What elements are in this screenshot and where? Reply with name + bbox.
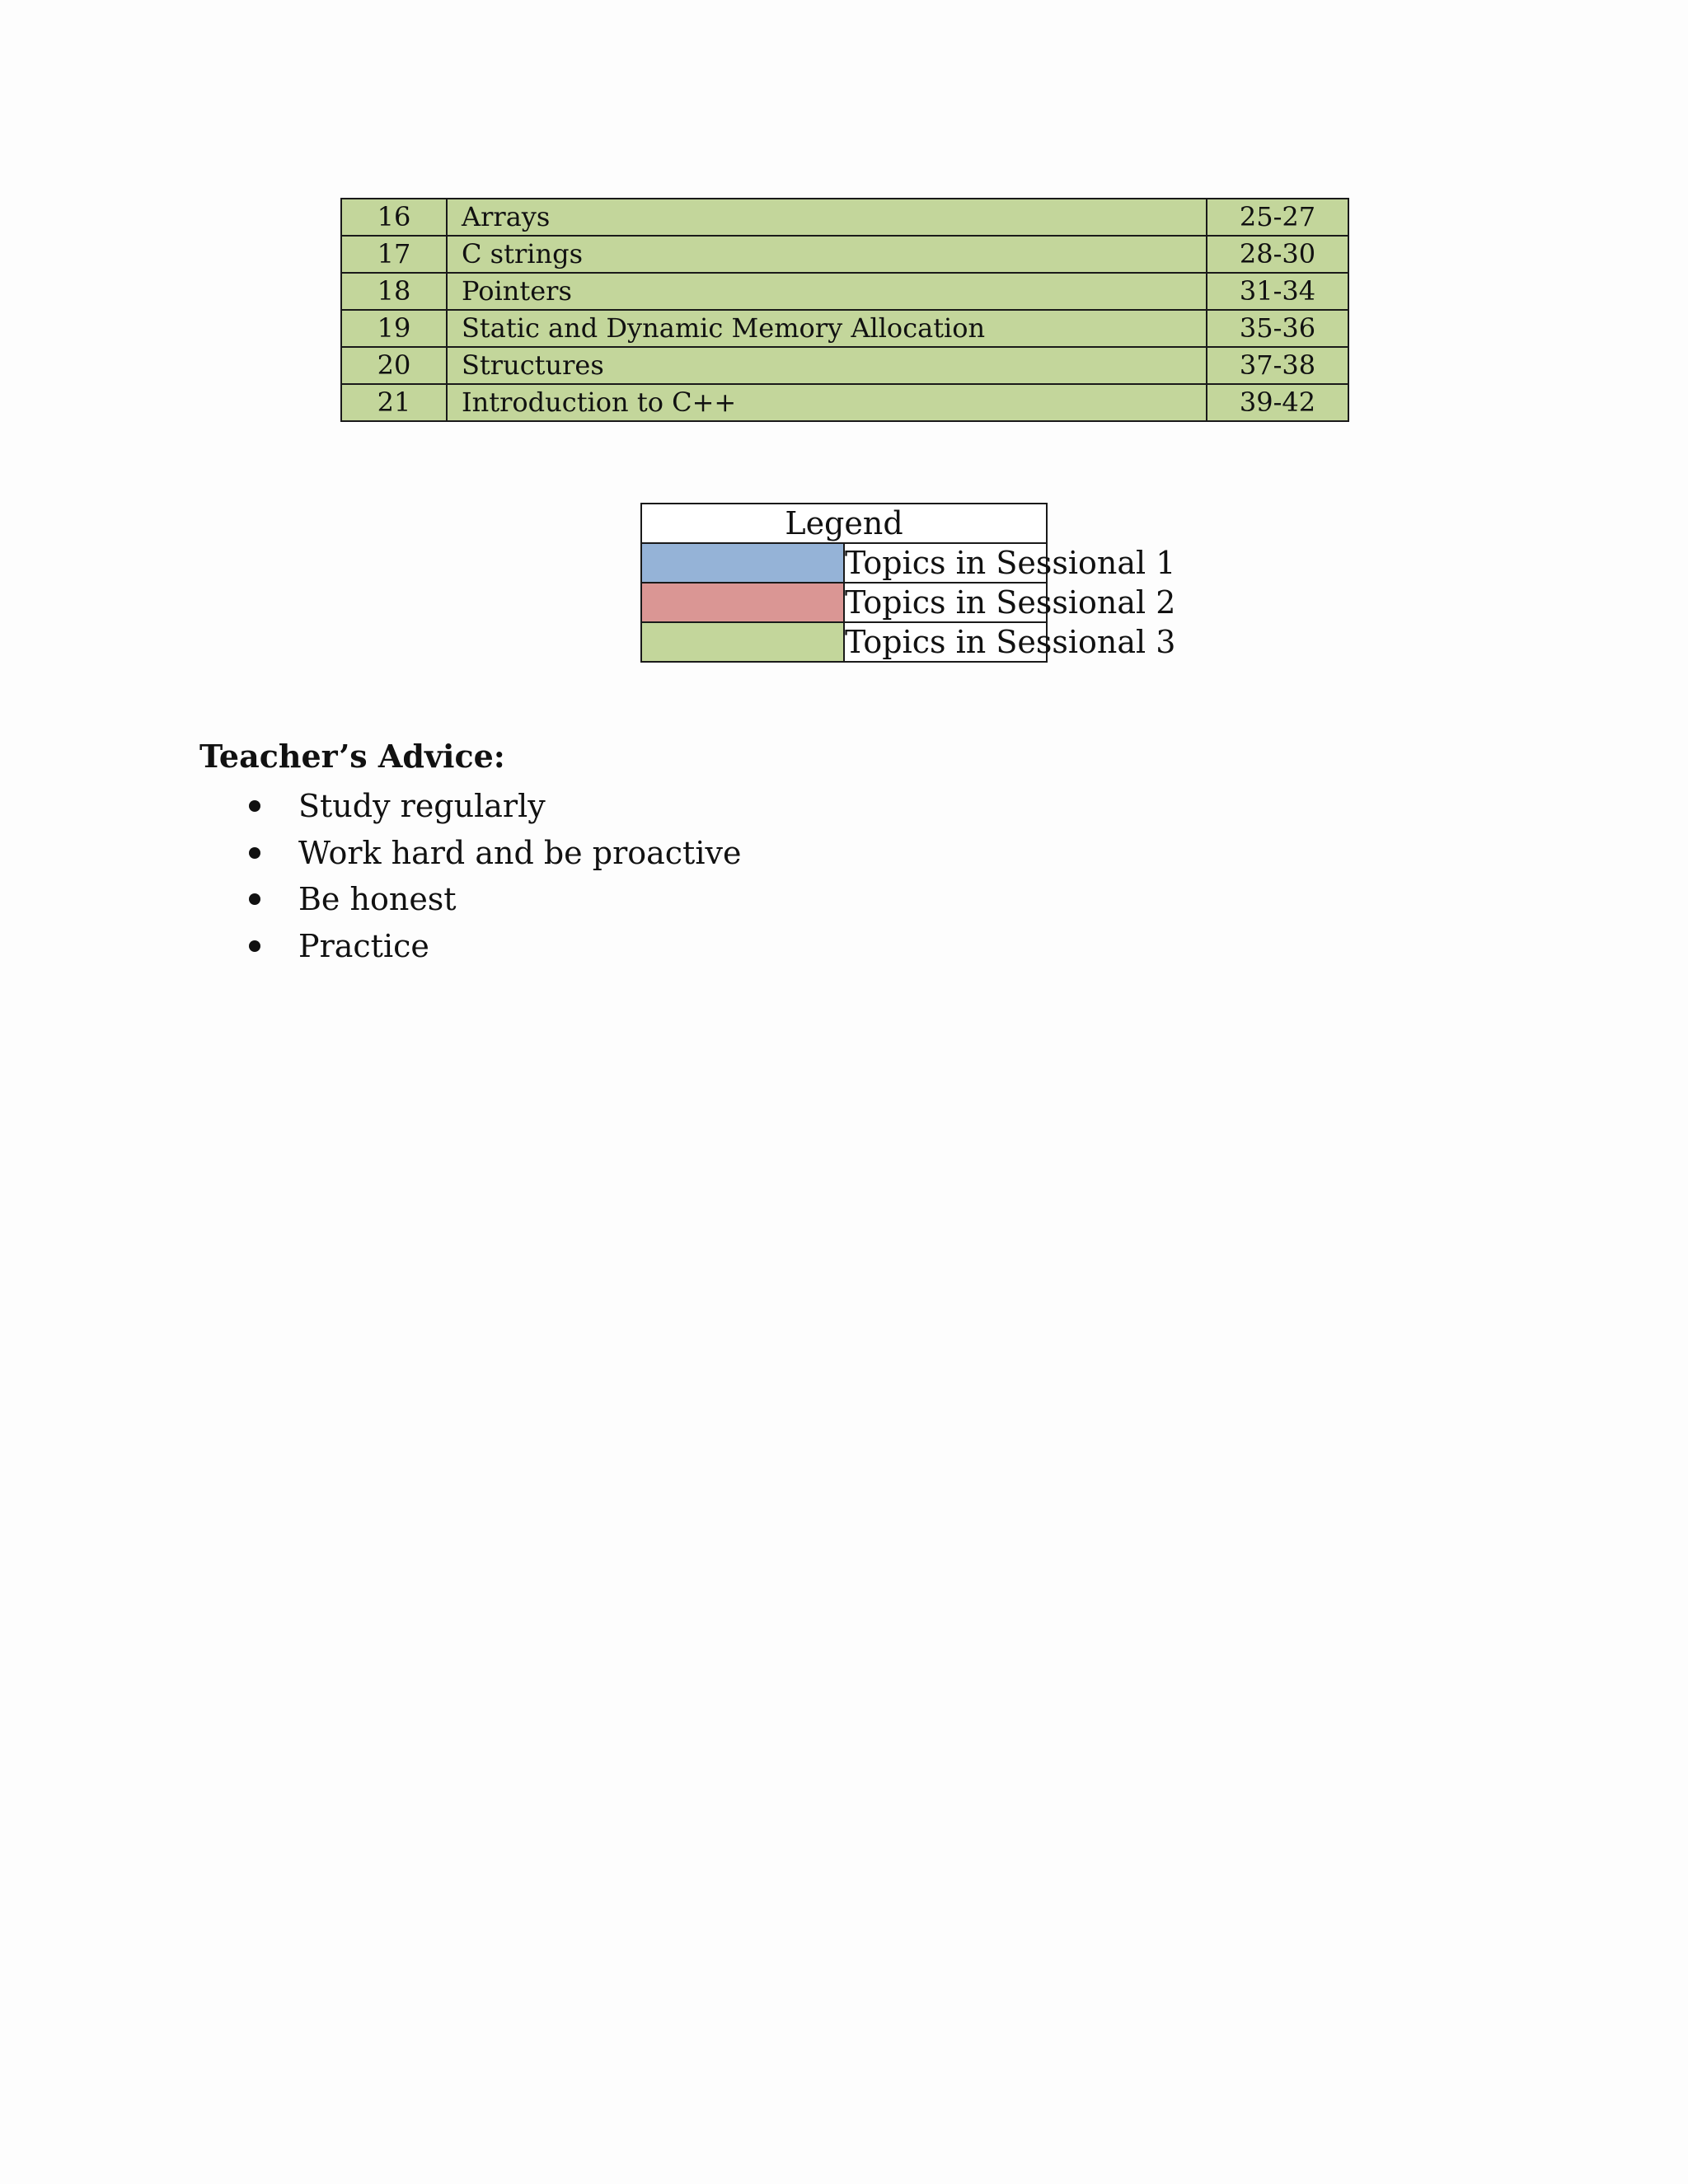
table-row bbox=[341, 199, 1348, 236]
table-row bbox=[341, 273, 1348, 310]
bullet-icon bbox=[249, 847, 260, 859]
topic-pages: 37-38 bbox=[1207, 347, 1348, 384]
topic-title: Static and Dynamic Memory Allocation bbox=[447, 310, 1207, 347]
legend-label: Topics in Sessional 3 bbox=[845, 624, 1176, 660]
advice-text: Be honest bbox=[298, 881, 457, 917]
legend-swatch-sessional-1 bbox=[641, 543, 844, 583]
bullet-icon bbox=[249, 893, 260, 905]
advice-text: Study regularly bbox=[298, 788, 546, 824]
topic-pages: 39-42 bbox=[1207, 384, 1348, 421]
topic-pages: 28-30 bbox=[1207, 236, 1348, 273]
table-row bbox=[341, 347, 1348, 384]
legend-swatch-sessional-2 bbox=[641, 583, 844, 622]
topic-pages: 35-36 bbox=[1207, 310, 1348, 347]
table-row bbox=[341, 236, 1348, 273]
topic-number: 19 bbox=[341, 310, 447, 347]
legend-label: Topics in Sessional 1 bbox=[845, 545, 1176, 581]
topic-title: Pointers bbox=[447, 273, 1207, 310]
advice-text: Practice bbox=[298, 927, 429, 964]
legend-label: Topics in Sessional 2 bbox=[845, 584, 1176, 621]
legend-swatch-sessional-3 bbox=[641, 622, 844, 662]
table-row bbox=[341, 384, 1348, 421]
legend-row bbox=[641, 543, 1047, 583]
topic-title: Introduction to C++ bbox=[447, 384, 1207, 421]
topic-number: 20 bbox=[341, 347, 447, 384]
topics-table bbox=[340, 198, 1349, 422]
table-row bbox=[341, 310, 1348, 347]
bullet-icon bbox=[249, 940, 260, 952]
legend-table bbox=[640, 503, 1176, 663]
bullet-icon bbox=[249, 800, 260, 812]
advice-text: Work hard and be proactive bbox=[298, 834, 742, 871]
legend-title: Legend bbox=[641, 504, 1047, 543]
topic-number: 17 bbox=[341, 236, 447, 273]
legend-header-row bbox=[641, 504, 1047, 543]
topic-title: Structures bbox=[447, 347, 1207, 384]
topic-title: Arrays bbox=[447, 199, 1207, 236]
topic-title: C strings bbox=[447, 236, 1207, 273]
topic-pages: 25-27 bbox=[1207, 199, 1348, 236]
topic-pages: 31-34 bbox=[1207, 273, 1348, 310]
topic-number: 21 bbox=[341, 384, 447, 421]
topic-number: 16 bbox=[341, 199, 447, 236]
legend-row bbox=[641, 622, 1047, 662]
legend-row bbox=[641, 583, 1047, 622]
advice-heading: Teacher’s Advice: bbox=[199, 738, 505, 775]
topic-number: 18 bbox=[341, 273, 447, 310]
